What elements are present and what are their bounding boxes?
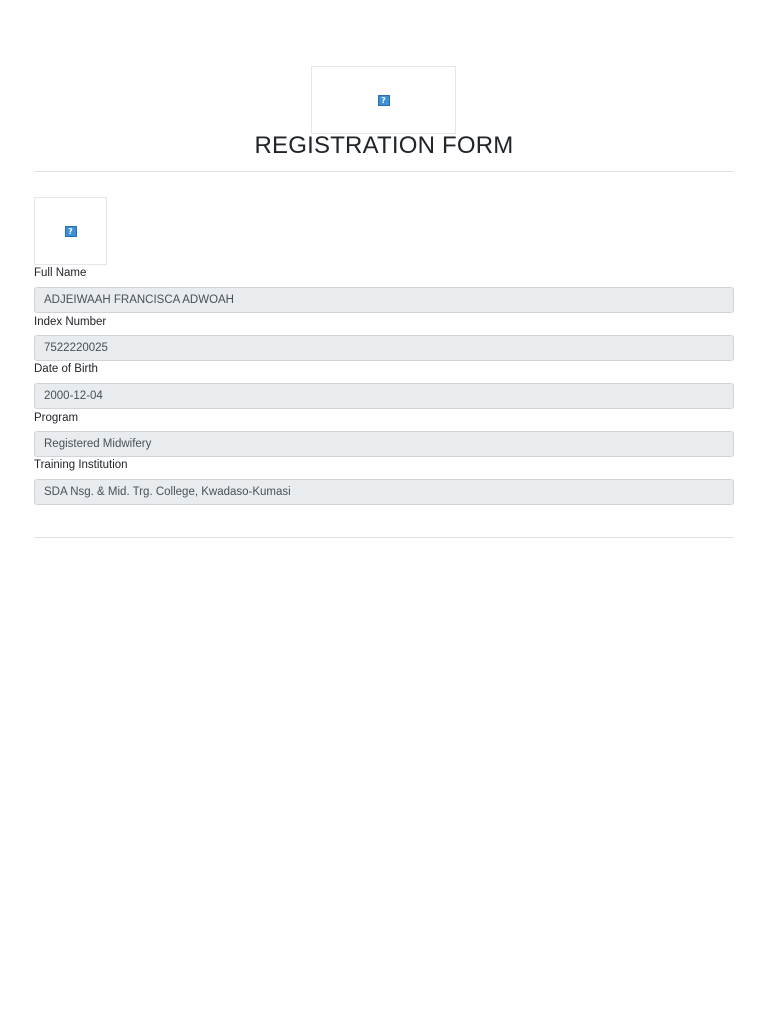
page-title: REGISTRATION FORM xyxy=(254,132,514,159)
program-label: Program xyxy=(34,412,79,424)
applicant-photo xyxy=(34,197,107,265)
full-name-input[interactable] xyxy=(34,287,734,313)
date-of-birth-label: Date of Birth xyxy=(34,363,98,375)
training-institution-input[interactable] xyxy=(34,479,734,505)
divider-top xyxy=(34,171,734,172)
training-institution-label: Training Institution xyxy=(34,459,128,471)
date-of-birth-input[interactable] xyxy=(34,383,734,409)
index-number-input[interactable] xyxy=(34,335,734,361)
broken-image-icon: ? xyxy=(378,95,390,106)
logo-image xyxy=(311,66,456,134)
full-name-label: Full Name xyxy=(34,267,87,279)
program-input[interactable] xyxy=(34,431,734,457)
broken-image-icon: ? xyxy=(65,226,77,237)
index-number-label: Index Number xyxy=(34,316,107,328)
divider-bottom xyxy=(34,537,734,538)
